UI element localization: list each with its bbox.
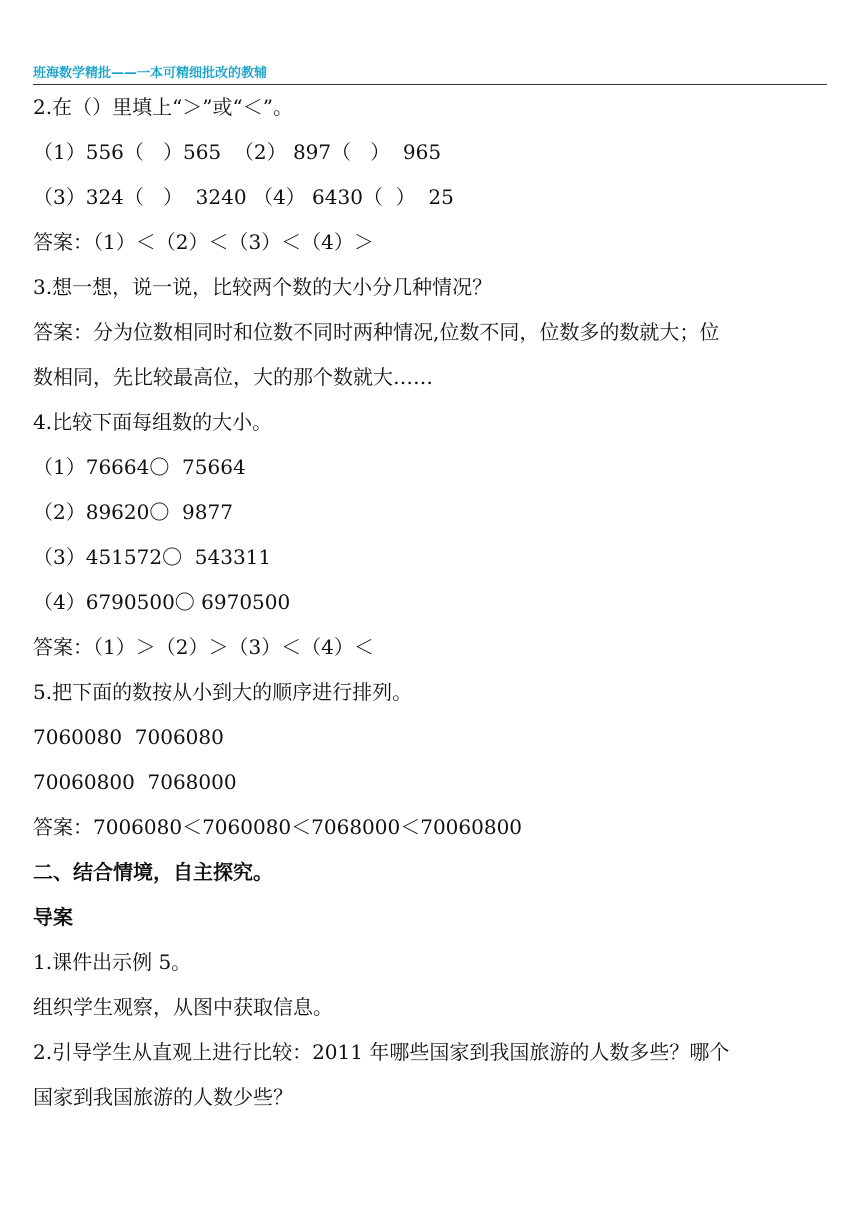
section-heading: 二、结合情境，自主探究。 [33, 860, 273, 884]
question-5-numbers-2: 70060800 7068000 [33, 770, 237, 794]
header-title: 班海数学精批——一本可精细批改的教辅 [33, 66, 268, 81]
question-5-numbers-1: 7060080 7006080 [33, 725, 224, 749]
guide-heading: 导案 [33, 905, 73, 929]
guide-step-2-line-2: 国家到我国旅游的人数少些？ [33, 1085, 293, 1109]
guide-step-2-line-1: 2.引导学生从直观上进行比较：2011 年哪些国家到我国旅游的人数多些？哪个 [33, 1040, 730, 1064]
question-3-answer-line-1: 答案：分为位数相同时和位数不同时两种情况,位数不同，位数多的数就大；位 [33, 320, 720, 344]
question-2-prompt: 2.在（）里填上“＞”或“＜”。 [33, 95, 293, 119]
question-2-items-3-4: （3）324（ ） 3240 （4） 6430（ ） 25 [33, 185, 454, 209]
question-4-item-3: （3）451572〇 543311 [33, 545, 272, 569]
question-4-item-2: （2）89620〇 9877 [33, 500, 233, 524]
guide-step-1-detail: 组织学生观察，从图中获取信息。 [33, 995, 333, 1019]
question-3-prompt: 3.想一想，说一说，比较两个数的大小分几种情况？ [33, 275, 493, 299]
question-2-answer: 答案：（1）＜（2）＜（3）＜（4）＞ [33, 230, 374, 254]
question-4-answer: 答案：（1）＞（2）＞（3）＜（4）＜ [33, 635, 374, 659]
guide-step-1: 1.课件出示例 5。 [33, 950, 192, 974]
question-4-item-4: （4）6790500〇 6970500 [33, 590, 291, 614]
question-5-prompt: 5.把下面的数按从小到大的顺序进行排列。 [33, 680, 413, 704]
question-2-items-1-2: （1）556（ ）565 （2） 897（ ） 965 [33, 140, 442, 164]
question-4-item-1: （1）76664〇 75664 [33, 455, 246, 479]
page-header [33, 60, 827, 85]
question-5-answer: 答案：7006080＜7060080＜7068000＜70060800 [33, 815, 523, 839]
question-3-answer-line-2: 数相同，先比较最高位，大的那个数就大…… [33, 365, 433, 389]
question-4-prompt: 4.比较下面每组数的大小。 [33, 410, 273, 434]
